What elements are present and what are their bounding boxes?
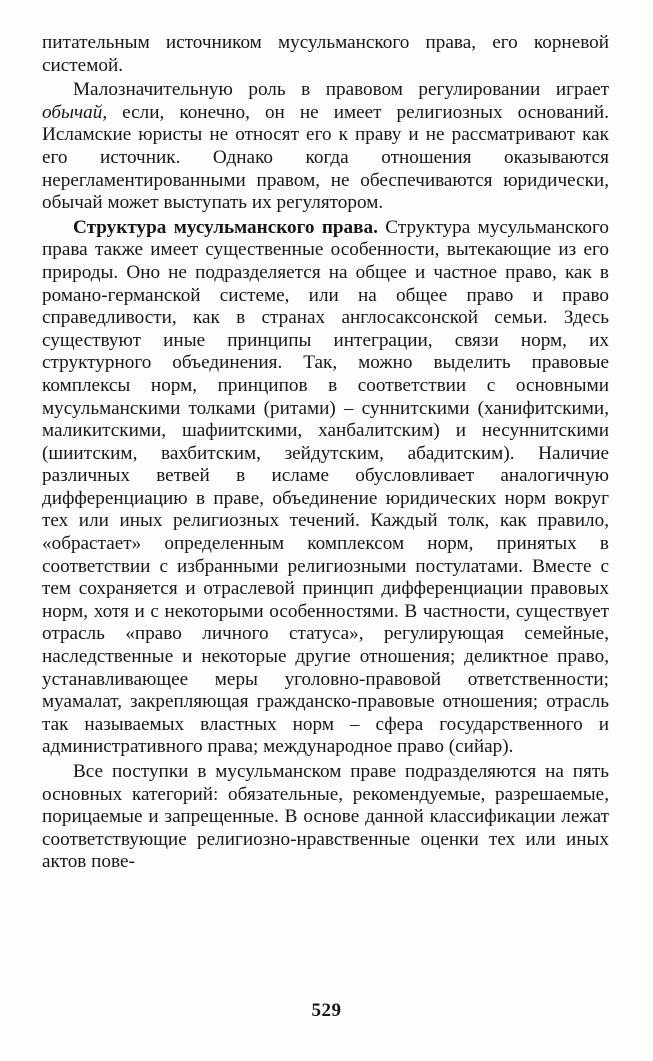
paragraph-categories <box>42 761 609 874</box>
paragraph-continued <box>42 32 609 77</box>
paragraph-custom <box>42 79 609 215</box>
text-run: Малозначительную роль в правовом регулировании играет <box>73 79 609 101</box>
body-text <box>42 32 609 874</box>
text-run: , если, конечно, он не имеет религиозных оснований. Исламские юристы не относят его к праву и не рассматривают как его источник. Однако когда отношения оказываются нерегламентированными правом, не обеспечиваются юридически, обычай может выступать их регулятором. <box>42 101 609 214</box>
page-number: 529 <box>311 1000 342 1021</box>
paragraph-structure <box>42 217 609 759</box>
text-run: питательным источником мусульманского права, его корневой системой. <box>42 32 609 76</box>
text-run: Структура мусульманского права также имеет существенные особенности, вытекающие из его природы. Оно не подразделяется на общее и частное право, как в романо-германской системе, или на общее право и право справедливости, как в странах англосаксонской семьи. Здесь существуют иные принципы интеграции, связи норм, их структурного объединения. Так, можно выделить правовые комплексы норм, принципов в соответствии с основными мусульманскими толками (ритами) – суннитскими (ханифитскими, маликитскими, шафиитскими, ханбалитским) и несуннитскими (шиитским, вахбитским, зейдутским, абадитским). Наличие различных ветвей в исламе обусловливает аналогичную дифференциацию в праве, объединение юридических норм вокруг тех или иных религиозных течений. Каждый толк, как правило, «обрастает» определенным комплексом норм, принятых в соответствии с избранными религиозными постулатами. Вместе с тем сохраняется и отраслевой принцип дифференциации правовых норм, хотя и с некоторыми особенностями. В частности, существует отрасль «право личного статуса», регулирующая семейные, наследственные и некоторые другие отношения; деликтное право, устанавливающее меры уголовно-правовой ответственности; муамалат, закрепляющая гражданско-правовые отношения; отрасль так называемых властных норм – сфера государственного и административного права; международное право (сийар). <box>42 216 609 758</box>
text-run: Все поступки в мусульманском праве подразделяются на пять основных категорий: обязательные, рекомендуемые, разрешаемые, порицаемые и запрещенные. В основе данной классификации лежат соответствующие религиозно-нравственные оценки тех или иных актов пове- <box>42 761 609 873</box>
section-heading: Структура мусульманского права. <box>73 216 378 238</box>
emphasis-term-custom: обычай <box>42 101 103 123</box>
